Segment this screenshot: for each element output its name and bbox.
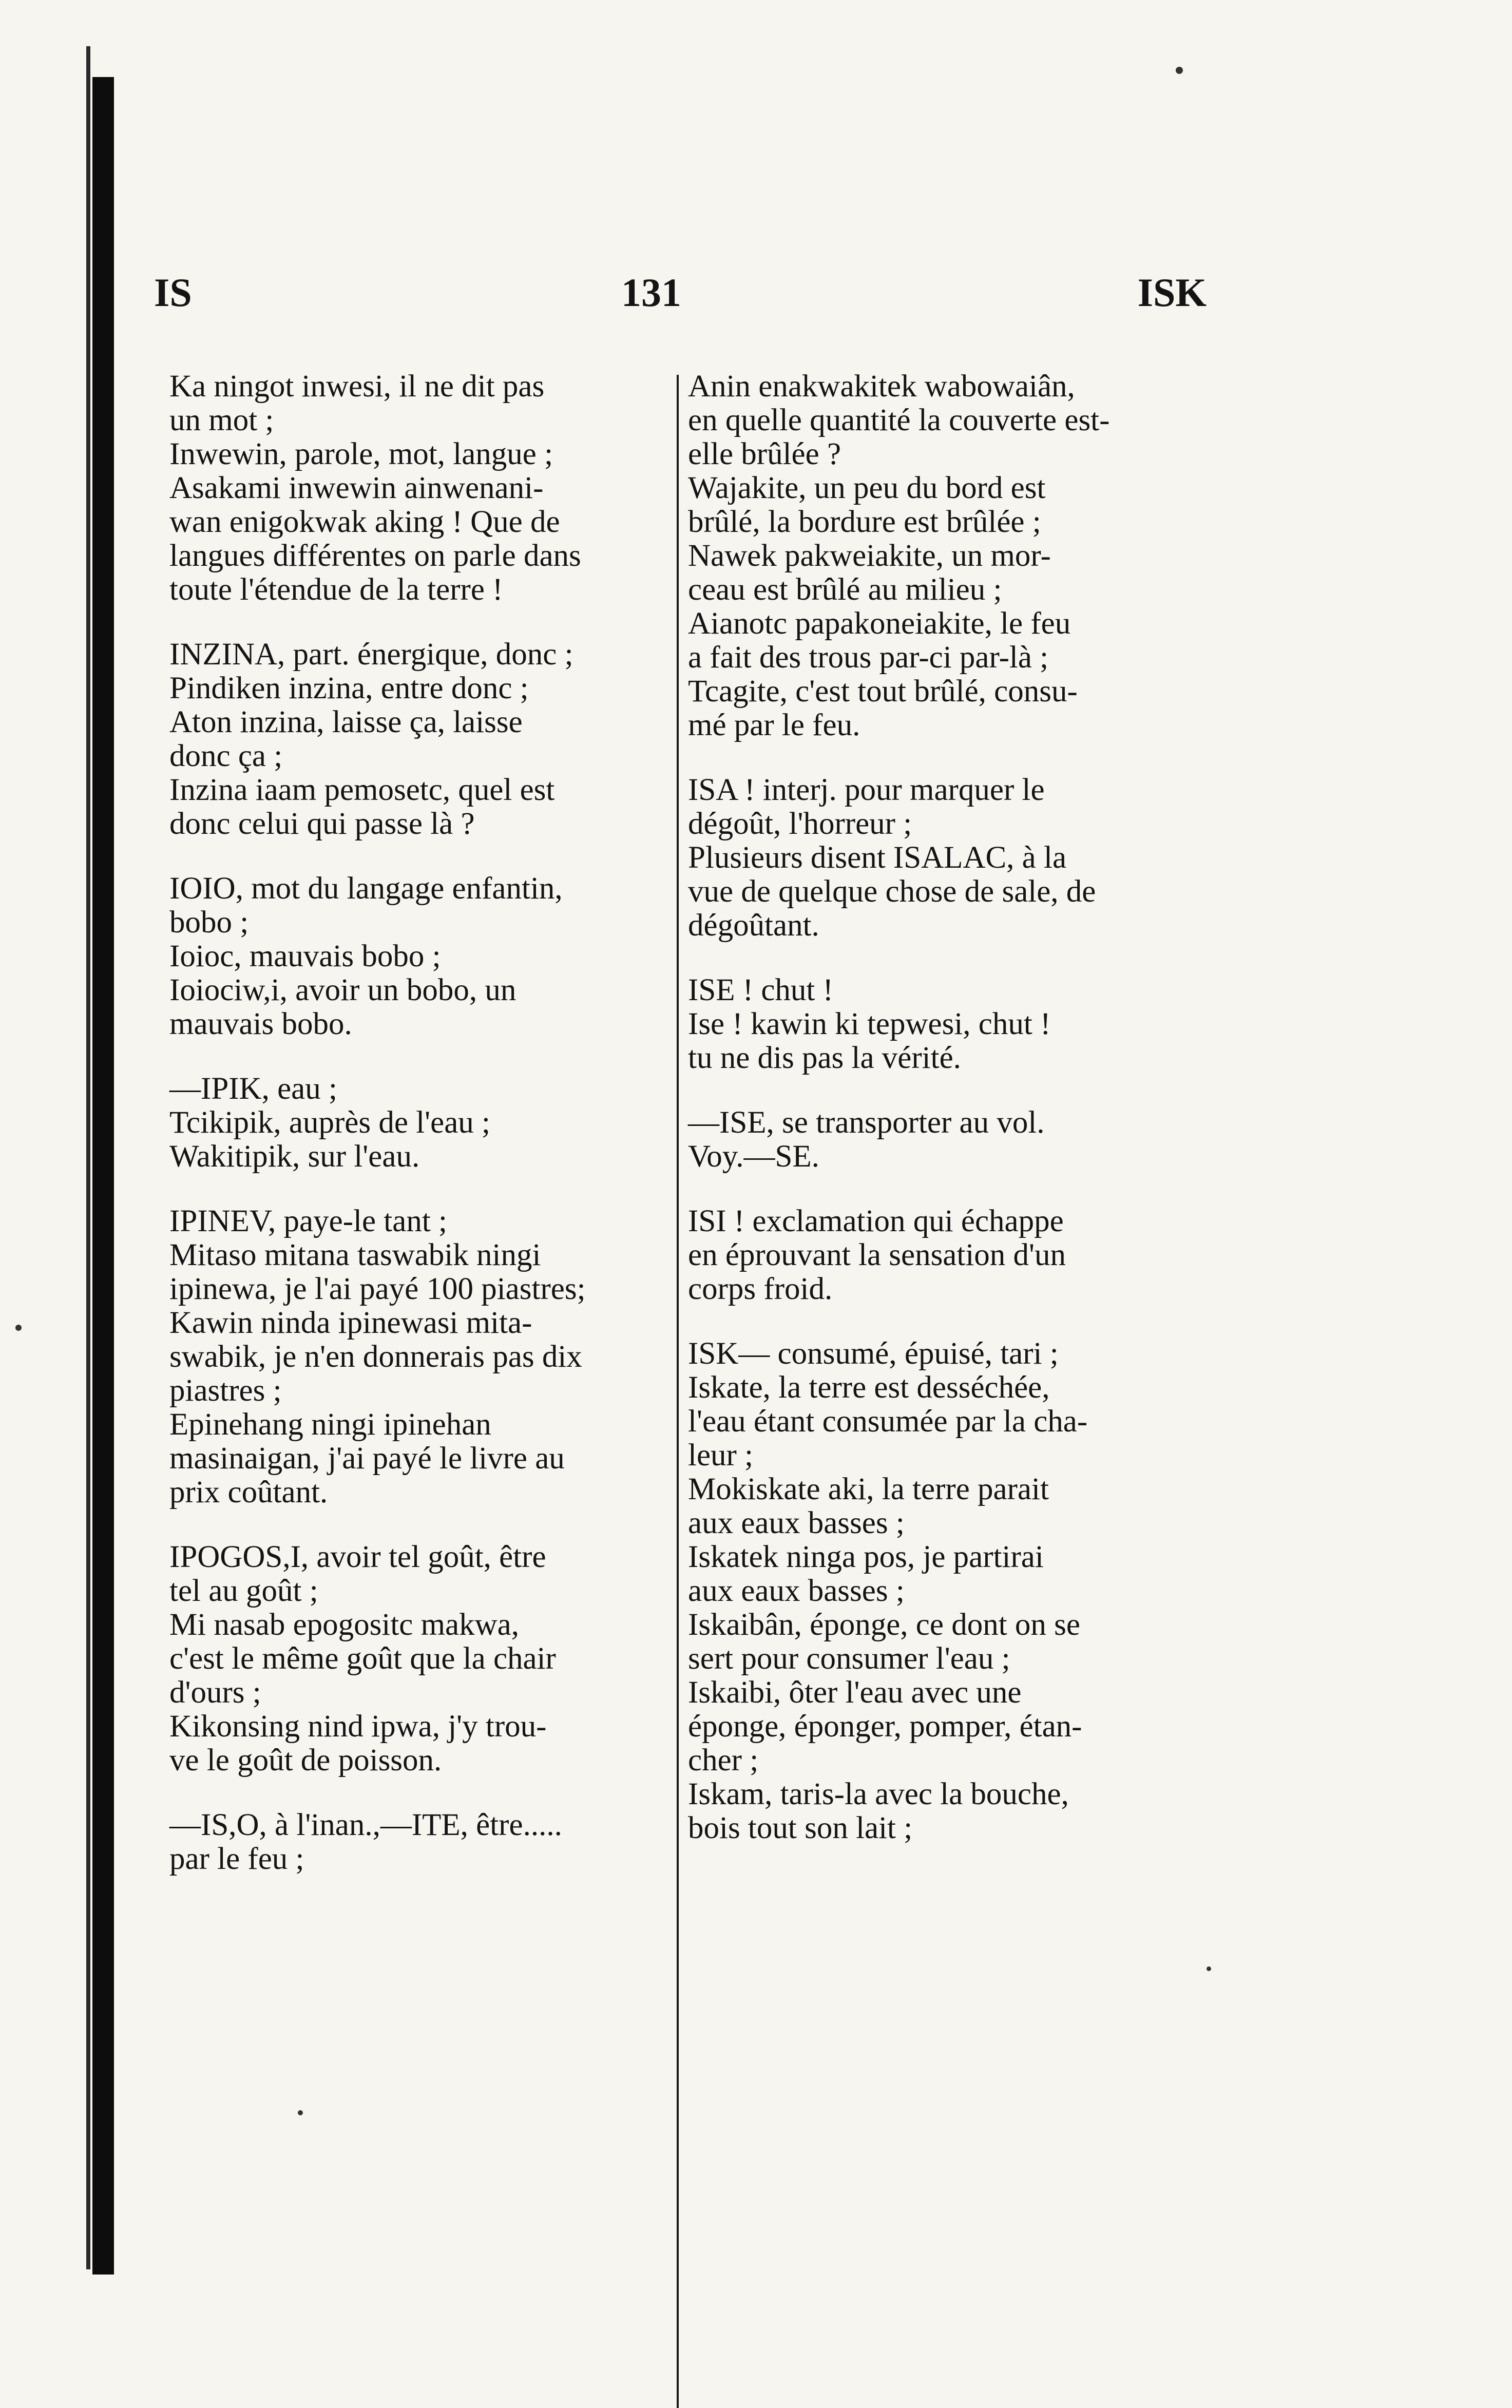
entry-line: —IS,O, à l'inan.,—ITE, être..... [169, 1808, 562, 1842]
entry-line: Asakami inwewin ainwenani- [169, 471, 544, 505]
header-right-guide-word: ISK [1137, 270, 1207, 315]
entry-line: Ka ningot inwesi, il ne dit pas [169, 369, 545, 404]
entry-line: ve le goût de poisson. [169, 1743, 442, 1778]
dictionary-entry [169, 1540, 678, 1778]
entry-line: Nawek pakweiakite, un mor- [688, 539, 1051, 573]
entry-line: mauvais bobo. [169, 1007, 352, 1041]
entry-line: bois tout son lait ; [688, 1811, 913, 1845]
entry-line: Kawin ninda ipinewasi mita- [169, 1306, 532, 1340]
dictionary-entry [169, 1808, 678, 1876]
entry-line: cher ; [688, 1743, 759, 1778]
entry-line: Mitaso mitana taswabik ningi [169, 1238, 541, 1272]
entry-line: Mi nasab epogositc makwa, [169, 1608, 520, 1642]
entry-line: Ioiociw,i, avoir un bobo, un [169, 973, 516, 1007]
entry-line: ISE ! chut ! [688, 973, 833, 1007]
header-left-guide-word: IS [154, 270, 192, 315]
entry-line: a fait des trous par-ci par-là ; [688, 640, 1049, 675]
entry-line: Mokiskate aki, la terre parait [688, 1472, 1049, 1506]
entry-line: donc ça ; [169, 739, 283, 773]
entry-line: Epinehang ningi ipinehan [169, 1407, 491, 1442]
entry-line: Plusieurs disent ISALAC, à la [688, 840, 1067, 875]
ink-speck [298, 2110, 303, 2115]
entry-line: donc celui qui passe là ? [169, 807, 475, 841]
right-column [688, 370, 1207, 1876]
entry-line: c'est le même goût que la chair [169, 1641, 556, 1676]
entry-line: Tcikipik, auprès de l'eau ; [169, 1105, 490, 1140]
entry-line: bobo ; [169, 905, 249, 940]
entry-line: swabik, je n'en donnerais pas dix [169, 1340, 582, 1374]
entry-line: aux eaux basses ; [688, 1574, 905, 1608]
entry-line: éponge, éponger, pomper, étan- [688, 1709, 1082, 1744]
dictionary-entry [688, 1205, 1207, 1306]
entry-line: Wajakite, un peu du bord est [688, 471, 1046, 505]
entry-line: Pindiken inzina, entre donc ; [169, 671, 529, 705]
entry-line: —IPIK, eau ; [169, 1072, 337, 1106]
entry-line: wan enigokwak aking ! Que de [169, 505, 560, 539]
entry-line: dégoûtant. [688, 908, 819, 943]
column-divider [677, 375, 679, 2408]
dictionary-entry [688, 370, 1207, 742]
entry-line: brûlé, la bordure est brûlée ; [688, 505, 1041, 539]
entry-line: l'eau étant consumée par la cha- [688, 1404, 1088, 1439]
page-edge-shadow [86, 46, 90, 2269]
entry-line: Iskate, la terre est desséchée, [688, 1370, 1050, 1405]
entry-line: ISK— consumé, épuisé, tari ; [688, 1336, 1059, 1371]
entry-line: ISI ! exclamation qui échappe [688, 1204, 1064, 1238]
entry-line: masinaigan, j'ai payé le livre au [169, 1441, 565, 1476]
entry-line: d'ours ; [169, 1675, 261, 1710]
entry-line: ipinewa, je l'ai payé 100 piastres; [169, 1272, 586, 1306]
entry-line: Tcagite, c'est tout brûlé, consu- [688, 674, 1078, 709]
entry-line: Iskaibi, ôter l'eau avec une [688, 1675, 1022, 1710]
entry-line: IPOGOS,I, avoir tel goût, être [169, 1540, 546, 1574]
entry-line: piastres ; [169, 1373, 282, 1408]
entry-line: Wakitipik, sur l'eau. [169, 1139, 420, 1174]
entry-line: INZINA, part. énergique, donc ; [169, 637, 573, 672]
dictionary-entry [688, 1106, 1207, 1174]
entry-line: Ise ! kawin ki tepwesi, chut ! [688, 1007, 1051, 1041]
entry-line: Inzina iaam pemosetc, quel est [169, 773, 555, 807]
entry-line: Iskaibân, éponge, ce dont on se [688, 1608, 1080, 1642]
entry-line: un mot ; [169, 403, 274, 437]
entry-line: ceau est brûlé au milieu ; [688, 572, 1002, 607]
dictionary-entry [169, 638, 678, 841]
entry-line: vue de quelque chose de sale, de [688, 874, 1096, 909]
entry-line: Ioioc, mauvais bobo ; [169, 939, 441, 973]
entry-line: tu ne dis pas la vérité. [688, 1041, 961, 1075]
entry-line: mé par le feu. [688, 708, 860, 742]
entry-line: langues différentes on parle dans [169, 539, 581, 573]
entry-line: IOIO, mot du langage enfantin, [169, 871, 563, 906]
entry-line: Aianotc papakoneiakite, le feu [688, 606, 1071, 641]
entry-line: —ISE, se transporter au vol. [688, 1105, 1045, 1140]
entry-line: IPINEV, paye-le tant ; [169, 1204, 447, 1238]
entry-line: toute l'étendue de la terre ! [169, 572, 503, 607]
binding-shadow [92, 77, 114, 2275]
entry-line: Aton inzina, laisse ça, laisse [169, 705, 523, 739]
entry-line: Iskam, taris-la avec la bouche, [688, 1777, 1069, 1811]
dictionary-entry [169, 1072, 678, 1174]
left-column [169, 370, 678, 1907]
dictionary-entry [688, 973, 1207, 1075]
entry-line: par le feu ; [169, 1842, 304, 1876]
entry-line: en éprouvant la sensation d'un [688, 1238, 1066, 1272]
entry-line: elle brûlée ? [688, 437, 841, 471]
entry-line: Inwewin, parole, mot, langue ; [169, 437, 553, 471]
entry-line: Voy.—SE. [688, 1139, 819, 1174]
ink-speck [15, 1325, 22, 1331]
dictionary-entry [169, 872, 678, 1041]
entry-line: aux eaux basses ; [688, 1506, 905, 1540]
dictionary-entry [688, 1337, 1207, 1845]
entry-line: dégoût, l'horreur ; [688, 807, 912, 841]
entry-line: ISA ! interj. pour marquer le [688, 773, 1045, 807]
dictionary-entry [688, 773, 1207, 943]
running-header [154, 270, 1207, 326]
entry-line: leur ; [688, 1438, 754, 1473]
ink-speck [1207, 1966, 1211, 1971]
entry-line: sert pour consumer l'eau ; [688, 1641, 1010, 1676]
page-number: 131 [621, 270, 681, 315]
entry-line: Anin enakwakitek wabowaiân, [688, 369, 1075, 404]
entry-line: Kikonsing nind ipwa, j'y trou- [169, 1709, 547, 1744]
entry-line: tel au goût ; [169, 1574, 318, 1608]
entry-line: en quelle quantité la couverte est- [688, 403, 1110, 437]
ink-speck [1176, 67, 1183, 74]
dictionary-entry [169, 1205, 678, 1509]
entry-line: Iskatek ninga pos, je partirai [688, 1540, 1044, 1574]
entry-line: prix coûtant. [169, 1475, 328, 1509]
dictionary-entry [169, 370, 678, 607]
entry-line: corps froid. [688, 1272, 833, 1306]
